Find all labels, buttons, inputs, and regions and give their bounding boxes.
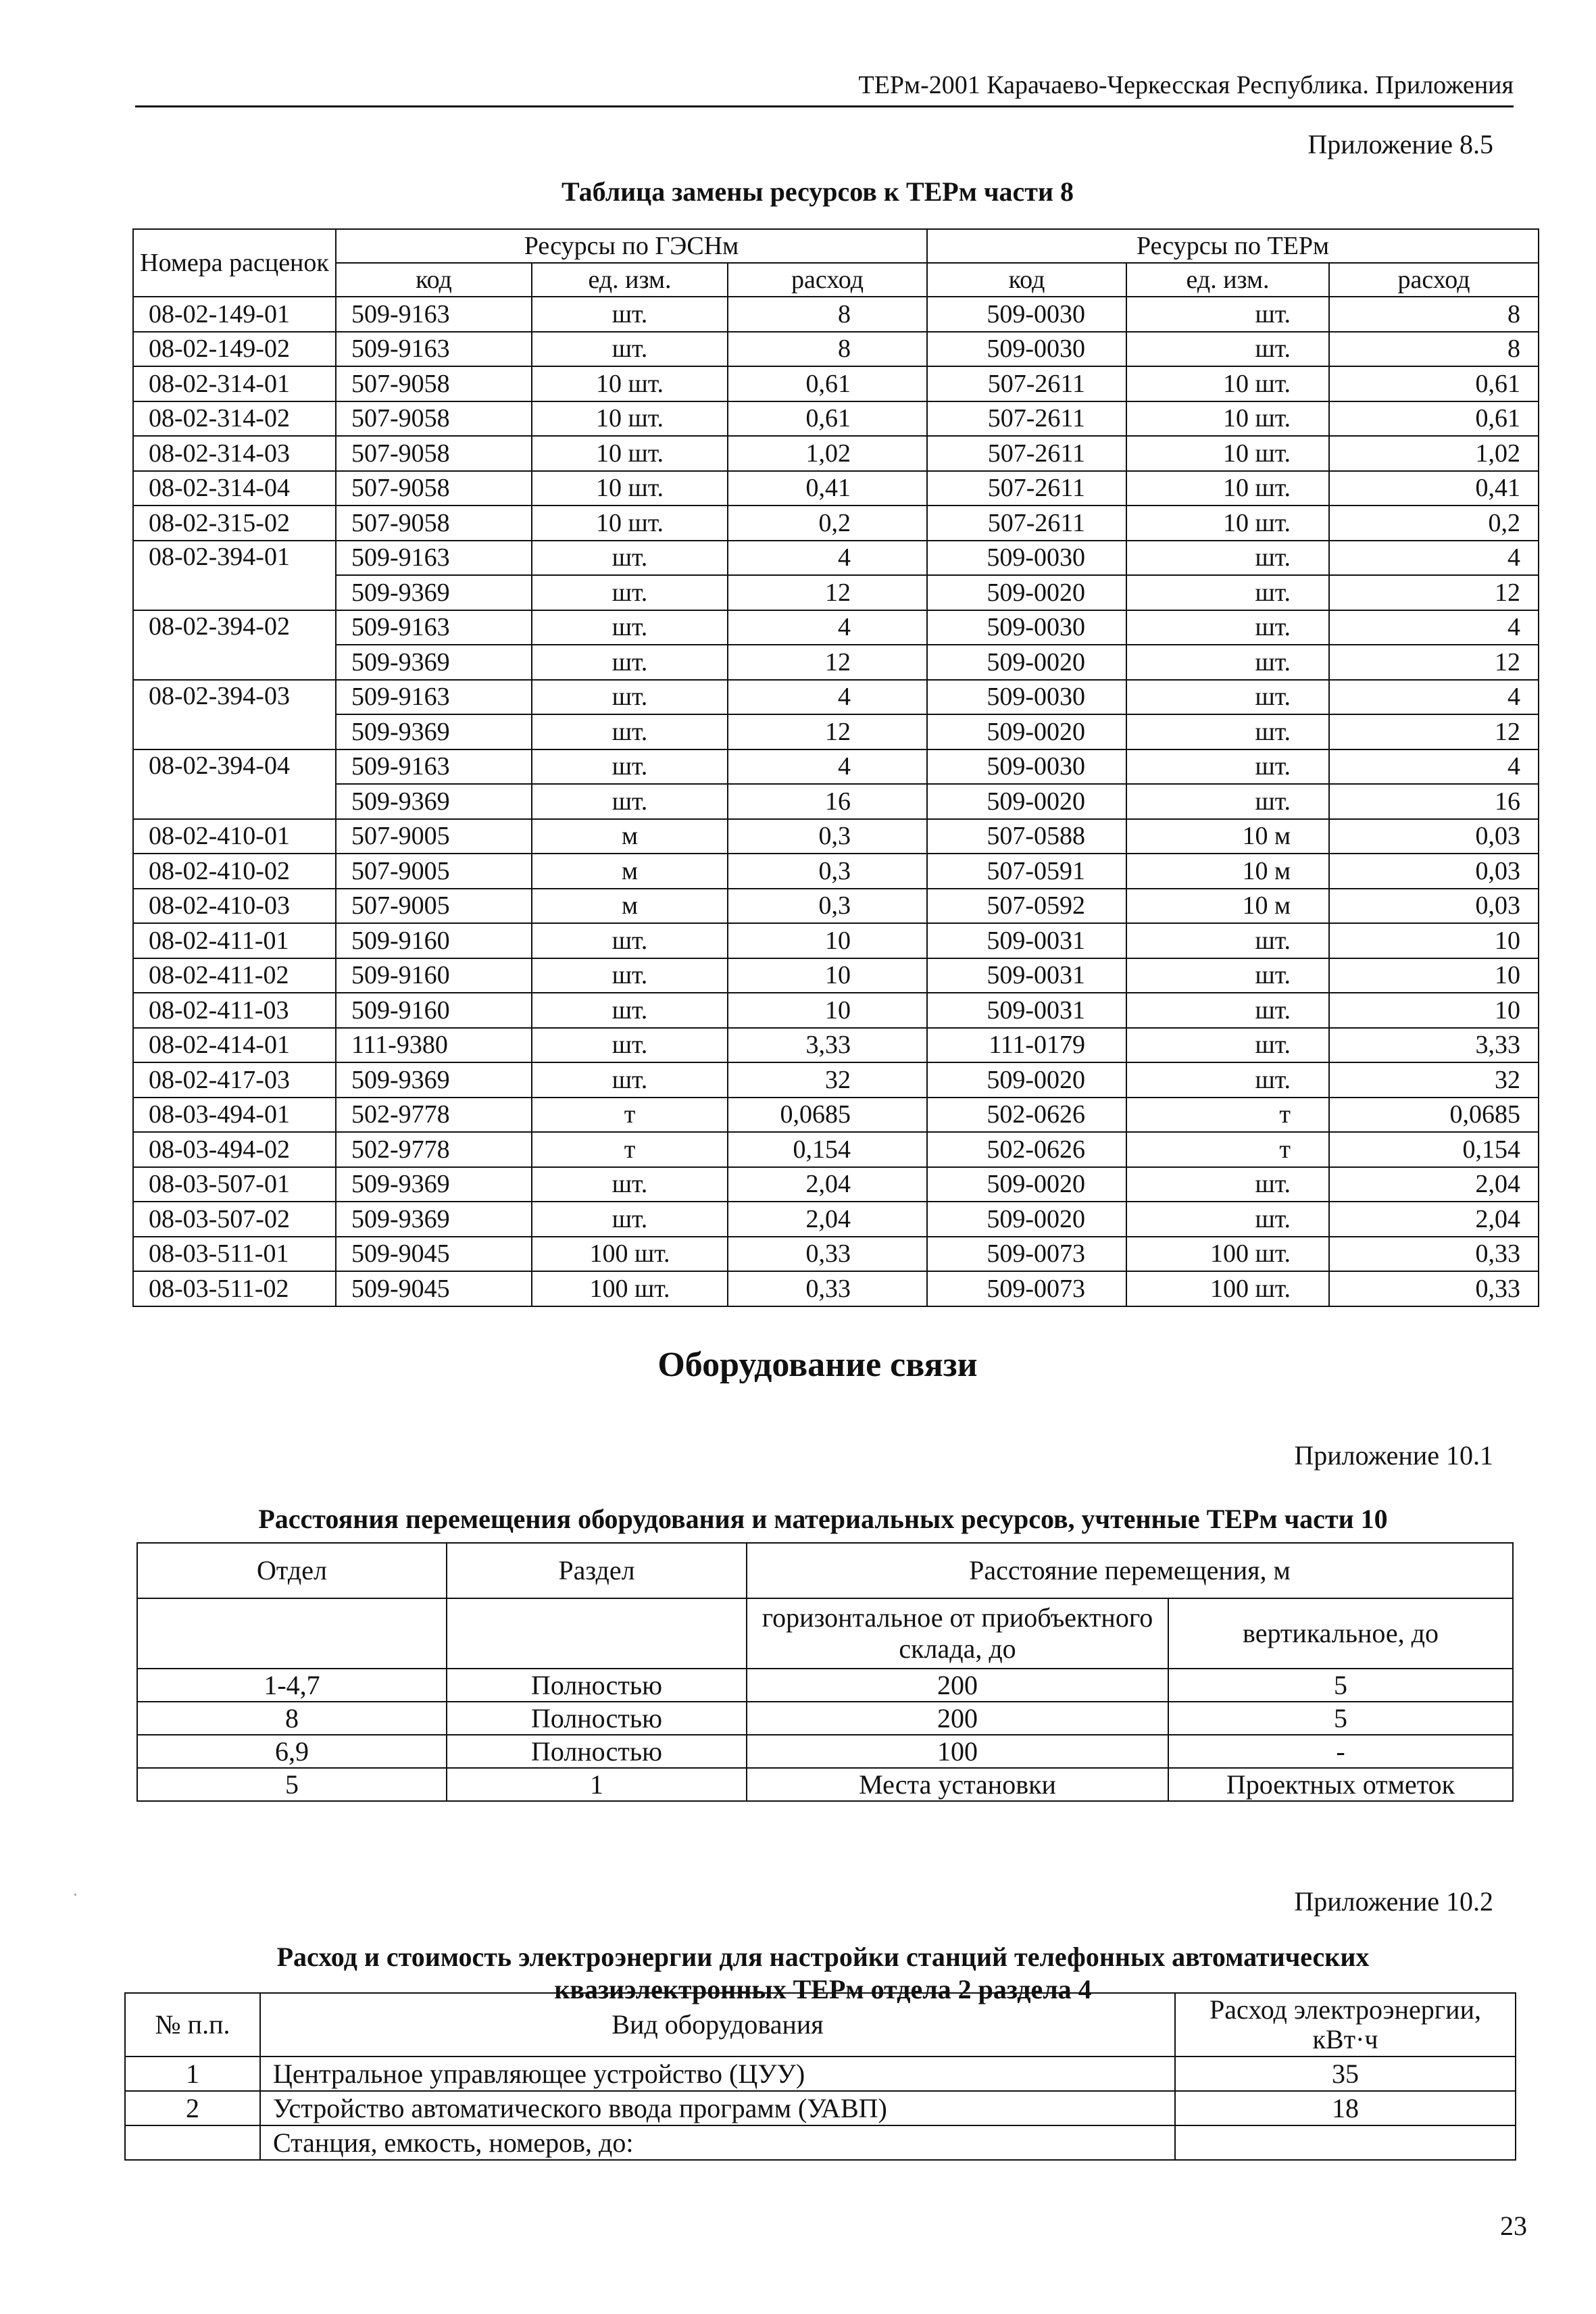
term-unit-cell: шт. [1126,645,1329,680]
term-code-cell: 502-0626 [927,1098,1126,1133]
department-cell: 5 [137,1768,447,1801]
term-code-cell: 507-2611 [927,471,1126,506]
gesnm-consumption-cell: 8 [728,297,927,332]
table-row [133,1271,1539,1306]
header-division: Раздел [447,1543,747,1598]
term-consumption-cell: 4 [1329,680,1539,715]
table-row [133,1132,1539,1167]
table-row [133,1167,1539,1202]
table-row [133,575,1539,610]
term-unit-cell: шт. [1126,332,1329,367]
gesnm-consumption-cell: 4 [728,749,927,785]
term-code-cell: 509-0030 [927,541,1126,576]
gesnm-code-cell: 509-9045 [336,1237,532,1272]
gesnm-unit-cell: 10 шт. [532,366,728,401]
term-unit-cell: шт. [1126,923,1329,958]
gesnm-unit-cell: м [532,819,728,854]
rate-number-cell: 08-03-494-02 [133,1132,336,1167]
term-unit-cell: шт. [1126,297,1329,332]
term-code-cell: 509-0020 [927,714,1126,749]
horizontal-distance-cell: 200 [747,1669,1168,1702]
rate-number-cell: 08-02-149-02 [133,332,336,367]
running-header [135,68,1514,107]
gesnm-consumption-cell: 0,3 [728,819,927,854]
table-row [133,958,1539,993]
term-code-cell: 509-0030 [927,680,1126,715]
term-unit-cell: 10 м [1126,819,1329,854]
division-cell: Полностью [447,1669,747,1702]
term-consumption-cell: 0,2 [1329,506,1539,541]
rate-number-cell: 08-02-410-01 [133,819,336,854]
gesnm-consumption-cell: 4 [728,680,927,715]
term-code-cell: 509-0030 [927,749,1126,785]
gesnm-code-cell: 507-9005 [336,889,532,924]
term-consumption-cell: 10 [1329,993,1539,1028]
term-consumption-cell: 0,03 [1329,854,1539,889]
gesnm-consumption-cell: 10 [728,923,927,958]
term-unit-cell: 100 шт. [1126,1237,1329,1272]
gesnm-unit-cell: шт. [532,645,728,680]
table-row [133,784,1539,819]
gesnm-consumption-cell: 2,04 [728,1167,927,1202]
vertical-distance-cell: 5 [1168,1669,1513,1702]
gesnm-code-cell: 111-9380 [336,1028,532,1063]
division-cell: Полностью [447,1702,747,1735]
term-consumption-cell: 4 [1329,610,1539,645]
term-code-cell: 509-0030 [927,297,1126,332]
header-num: № п.п. [125,1993,260,2057]
table-row [133,923,1539,958]
gesnm-code-cell: 509-9163 [336,749,532,785]
table-row [133,610,1539,645]
gesnm-unit-cell: м [532,889,728,924]
rate-number-cell: 08-03-511-02 [133,1271,336,1306]
term-consumption-cell: 0,33 [1329,1271,1539,1306]
table-row [133,1062,1539,1098]
term-code-cell: 509-0030 [927,332,1126,367]
table-caption-10-2-line1: Расход и стоимость электроэнергии для настройки станций телефонных автоматических [276,1942,1370,1972]
gesnm-code-cell: 507-9058 [336,436,532,471]
running-title: ТЕРм-2001 Карачаево-Черкесская Республика. Приложения [858,71,1514,99]
table-row [133,401,1539,437]
gesnm-consumption-cell: 0,33 [728,1237,927,1272]
header-equipment: Вид оборудования [260,1993,1175,2057]
gesnm-unit-cell: 10 шт. [532,401,728,437]
rate-number-cell: 08-02-314-04 [133,471,336,506]
term-unit-cell: 10 м [1126,889,1329,924]
rate-number-cell: 08-02-394-01 [133,541,336,610]
horizontal-distance-cell: 100 [747,1735,1168,1768]
term-unit-cell: 10 шт. [1126,506,1329,541]
horizontal-distance-cell: Места установки [747,1768,1168,1801]
table-caption-10-1: Расстояния перемещения оборудования и материальных ресурсов, учтенные ТЕРм части 10 [258,1504,1388,1534]
term-code-cell: 507-2611 [927,401,1126,437]
header-consumption: Расход электроэнергии, кВт·ч [1175,1993,1516,2057]
table-row [133,854,1539,889]
term-unit-cell: шт. [1126,1062,1329,1098]
table-caption-8-5: Таблица замены ресурсов к ТЕРм части 8 [562,176,1074,207]
term-unit-cell: шт. [1126,1167,1329,1202]
gesnm-unit-cell: шт. [532,923,728,958]
gesnm-unit-cell: шт. [532,1167,728,1202]
gesnm-code-cell: 507-9005 [336,854,532,889]
appendix-label-10-2: Приложение 10.2 [1294,1886,1493,1917]
vertical-distance-cell: Проектных отметок [1168,1768,1513,1801]
rate-number-cell: 08-02-394-04 [133,749,336,819]
term-unit-cell: шт. [1126,958,1329,993]
gesnm-code-cell: 507-9058 [336,506,532,541]
gesnm-consumption-cell: 2,04 [728,1202,927,1237]
gesnm-code-cell: 509-9163 [336,332,532,367]
term-unit-cell: 10 м [1126,854,1329,889]
gesnm-code-cell: 509-9045 [336,1271,532,1306]
header-term-code: код [927,263,1126,297]
term-code-cell: 507-2611 [927,436,1126,471]
term-code-cell: 507-0591 [927,854,1126,889]
gesnm-code-cell: 502-9778 [336,1098,532,1133]
rate-number-cell: 08-02-149-01 [133,297,336,332]
table-row [133,889,1539,924]
gesnm-unit-cell: шт. [532,1202,728,1237]
term-unit-cell: шт. [1126,993,1329,1028]
term-code-cell: 509-0020 [927,645,1126,680]
table-body [133,297,1539,1306]
table-row [125,2057,1516,2091]
gesnm-unit-cell: т [532,1132,728,1167]
term-consumption-cell: 10 [1329,958,1539,993]
rate-number-cell: 08-02-314-03 [133,436,336,471]
header-department: Отдел [137,1543,447,1598]
table-row [137,1702,1513,1735]
term-code-cell: 509-0031 [927,958,1126,993]
gesnm-unit-cell: 10 шт. [532,506,728,541]
gesnm-code-cell: 507-9058 [336,366,532,401]
header-gesnm-unit: ед. изм. [532,263,728,297]
term-consumption-cell: 16 [1329,784,1539,819]
term-unit-cell: т [1126,1132,1329,1167]
vertical-distance-cell: 5 [1168,1702,1513,1735]
term-consumption-cell: 12 [1329,645,1539,680]
rate-number-cell: 08-03-511-01 [133,1237,336,1272]
electricity-consumption-table [124,1992,1516,2161]
gesnm-consumption-cell: 16 [728,784,927,819]
gesnm-consumption-cell: 32 [728,1062,927,1098]
rate-number-cell: 08-02-394-02 [133,610,336,680]
gesnm-code-cell: 509-9369 [336,1202,532,1237]
table-row [133,297,1539,332]
gesnm-code-cell: 509-9160 [336,993,532,1028]
term-consumption-cell: 2,04 [1329,1202,1539,1237]
equipment-cell: Центральное управляющее устройство (ЦУУ) [260,2057,1175,2091]
term-unit-cell: шт. [1126,610,1329,645]
gesnm-unit-cell: шт. [532,958,728,993]
term-consumption-cell: 3,33 [1329,1028,1539,1063]
gesnm-unit-cell: шт. [532,1028,728,1063]
term-unit-cell: шт. [1126,1202,1329,1237]
term-code-cell: 509-0073 [927,1237,1126,1272]
row-number-cell [125,2125,260,2160]
gesnm-unit-cell: шт. [532,297,728,332]
table-caption-10-2-line2: квазиэлектронных ТЕРм отдела 2 раздела 4 [554,1974,1092,2004]
gesnm-consumption-cell: 0,3 [728,889,927,924]
gesnm-code-cell: 509-9369 [336,784,532,819]
table-row [133,680,1539,715]
term-code-cell: 111-0179 [927,1028,1126,1063]
gesnm-code-cell: 509-9369 [336,1062,532,1098]
term-consumption-cell: 0,61 [1329,401,1539,437]
rate-number-cell: 08-03-494-01 [133,1098,336,1133]
page-number: 23 [1500,2211,1527,2241]
term-consumption-cell: 4 [1329,749,1539,785]
consumption-cell [1175,2125,1516,2160]
rate-number-cell: 08-03-507-01 [133,1167,336,1202]
table-row [133,714,1539,749]
gesnm-code-cell: 507-9058 [336,471,532,506]
term-consumption-cell: 32 [1329,1062,1539,1098]
rate-number-cell: 08-02-411-02 [133,958,336,993]
vertical-distance-cell: - [1168,1735,1513,1768]
term-unit-cell: шт. [1126,749,1329,785]
gesnm-code-cell: 509-9369 [336,645,532,680]
rate-number-cell: 08-02-410-03 [133,889,336,924]
gesnm-unit-cell: шт. [532,784,728,819]
resource-replacement-table [132,228,1539,1307]
gesnm-consumption-cell: 3,33 [728,1028,927,1063]
table-row [133,506,1539,541]
gesnm-consumption-cell: 8 [728,332,927,367]
term-consumption-cell: 2,04 [1329,1167,1539,1202]
gesnm-consumption-cell: 12 [728,575,927,610]
table-row [133,471,1539,506]
gesnm-code-cell: 509-9163 [336,541,532,576]
gesnm-unit-cell: шт. [532,575,728,610]
term-code-cell: 507-0588 [927,819,1126,854]
section-title: Оборудование связи [657,1346,978,1384]
transport-distance-table [136,1542,1514,1802]
term-code-cell: 507-0592 [927,889,1126,924]
gesnm-unit-cell: шт. [532,610,728,645]
gesnm-consumption-cell: 4 [728,610,927,645]
gesnm-consumption-cell: 0,61 [728,366,927,401]
term-code-cell: 507-2611 [927,506,1126,541]
gesnm-consumption-cell: 4 [728,541,927,576]
consumption-cell: 18 [1175,2091,1516,2125]
table-row [133,366,1539,401]
term-unit-cell: шт. [1126,680,1329,715]
rate-number-cell: 08-02-411-01 [133,923,336,958]
consumption-cell: 35 [1175,2057,1516,2091]
equipment-cell: Устройство автоматического ввода программ (УАВП) [260,2091,1175,2125]
term-unit-cell: шт. [1126,541,1329,576]
table-row [137,1735,1513,1768]
gesnm-unit-cell: шт. [532,680,728,715]
term-consumption-cell: 8 [1329,297,1539,332]
table-row [137,1669,1513,1702]
gesnm-unit-cell: 10 шт. [532,436,728,471]
division-cell: 1 [447,1768,747,1801]
term-consumption-cell: 8 [1329,332,1539,367]
header-gesnm-code: код [336,263,532,297]
term-consumption-cell: 0,61 [1329,366,1539,401]
table-row [133,1028,1539,1063]
rate-number-cell: 08-02-394-03 [133,680,336,749]
term-consumption-cell: 0,0685 [1329,1098,1539,1133]
gesnm-code-cell: 507-9058 [336,401,532,437]
term-unit-cell: шт. [1126,575,1329,610]
gesnm-consumption-cell: 12 [728,645,927,680]
rate-number-cell: 08-02-314-01 [133,366,336,401]
table-row [133,1202,1539,1237]
term-code-cell: 507-2611 [927,366,1126,401]
term-code-cell: 509-0020 [927,575,1126,610]
department-cell: 1-4,7 [137,1669,447,1702]
division-cell: Полностью [447,1735,747,1768]
term-unit-cell: 100 шт. [1126,1271,1329,1306]
gesnm-consumption-cell: 1,02 [728,436,927,471]
table-row [133,1098,1539,1133]
term-code-cell: 509-0020 [927,1167,1126,1202]
table-row [133,993,1539,1028]
gesnm-consumption-cell: 10 [728,958,927,993]
gesnm-code-cell: 509-9369 [336,575,532,610]
gesnm-unit-cell: т [532,1098,728,1133]
term-consumption-cell: 1,02 [1329,436,1539,471]
gesnm-unit-cell: шт. [532,1062,728,1098]
gesnm-code-cell: 509-9163 [336,680,532,715]
gesnm-consumption-cell: 0,0685 [728,1098,927,1133]
header-gesnm-consumption: расход [728,263,927,297]
term-code-cell: 509-0020 [927,1202,1126,1237]
term-unit-cell: 10 шт. [1126,471,1329,506]
gesnm-code-cell: 507-9005 [336,819,532,854]
term-consumption-cell: 0,03 [1329,889,1539,924]
gesnm-consumption-cell: 10 [728,993,927,1028]
gesnm-unit-cell: м [532,854,728,889]
rate-number-cell: 08-02-414-01 [133,1028,336,1063]
term-code-cell: 509-0031 [927,923,1126,958]
term-unit-cell: 10 шт. [1126,366,1329,401]
gesnm-unit-cell: шт. [532,993,728,1028]
gesnm-code-cell: 509-9160 [336,923,532,958]
term-unit-cell: 10 шт. [1126,401,1329,437]
gesnm-consumption-cell: 12 [728,714,927,749]
gesnm-unit-cell: 10 шт. [532,471,728,506]
gesnm-unit-cell: 100 шт. [532,1237,728,1272]
term-consumption-cell: 0,154 [1329,1132,1539,1167]
header-term-unit: ед. изм. [1126,263,1329,297]
appendix-label-8-5: Приложение 8.5 [1307,129,1493,159]
header-distance: Расстояние перемещения, м [747,1543,1513,1598]
gesnm-consumption-cell: 0,33 [728,1271,927,1306]
gesnm-consumption-cell: 0,61 [728,401,927,437]
header-numbers: Номера расценок [133,229,336,297]
table-row [133,332,1539,367]
gesnm-unit-cell: шт. [532,332,728,367]
rate-number-cell: 08-02-314-02 [133,401,336,437]
term-consumption-cell: 10 [1329,923,1539,958]
term-consumption-cell: 12 [1329,714,1539,749]
rate-number-cell: 08-02-411-03 [133,993,336,1028]
term-consumption-cell: 0,03 [1329,819,1539,854]
header-term-consumption: расход [1329,263,1539,297]
gesnm-unit-cell: шт. [532,749,728,785]
term-code-cell: 509-0073 [927,1271,1126,1306]
gesnm-code-cell: 502-9778 [336,1132,532,1167]
table-row [133,749,1539,785]
table-body [137,1669,1513,1801]
appendix-label-10-1: Приложение 10.1 [1294,1440,1493,1471]
table-row [137,1768,1513,1801]
row-number-cell: 2 [125,2091,260,2125]
term-unit-cell: шт. [1126,1028,1329,1063]
table-row [133,819,1539,854]
gesnm-code-cell: 509-9163 [336,610,532,645]
table-row [133,541,1539,576]
table-body [125,2057,1516,2160]
scan-speck [74,1894,76,1896]
header-vertical: вертикальное, до [1168,1598,1513,1669]
gesnm-unit-cell: шт. [532,541,728,576]
header-blank-2 [447,1598,747,1669]
header-blank-1 [137,1598,447,1669]
gesnm-code-cell: 509-9163 [336,297,532,332]
table-row [133,436,1539,471]
term-consumption-cell: 0,41 [1329,471,1539,506]
term-unit-cell: шт. [1126,714,1329,749]
term-code-cell: 502-0626 [927,1132,1126,1167]
gesnm-consumption-cell: 0,154 [728,1132,927,1167]
gesnm-consumption-cell: 0,2 [728,506,927,541]
equipment-cell: Станция, емкость, номеров, до: [260,2125,1175,2160]
table-row [133,645,1539,680]
horizontal-distance-cell: 200 [747,1702,1168,1735]
gesnm-code-cell: 509-9369 [336,714,532,749]
term-consumption-cell: 4 [1329,541,1539,576]
term-code-cell: 509-0020 [927,784,1126,819]
rate-number-cell: 08-02-315-02 [133,506,336,541]
table-row [133,1237,1539,1272]
term-consumption-cell: 0,33 [1329,1237,1539,1272]
term-unit-cell: т [1126,1098,1329,1133]
rate-number-cell: 08-02-410-02 [133,854,336,889]
header-group-term: Ресурсы по ТЕРм [927,229,1539,263]
table-row [125,2125,1516,2160]
term-unit-cell: 10 шт. [1126,436,1329,471]
department-cell: 6,9 [137,1735,447,1768]
term-unit-cell: шт. [1126,784,1329,819]
term-code-cell: 509-0031 [927,993,1126,1028]
gesnm-consumption-cell: 0,3 [728,854,927,889]
term-code-cell: 509-0030 [927,610,1126,645]
rate-number-cell: 08-03-507-02 [133,1202,336,1237]
rate-number-cell: 08-02-417-03 [133,1062,336,1098]
header-horizontal: горизонтальное от приобъектного склада, до [747,1598,1168,1669]
gesnm-code-cell: 509-9160 [336,958,532,993]
gesnm-consumption-cell: 0,41 [728,471,927,506]
department-cell: 8 [137,1702,447,1735]
row-number-cell: 1 [125,2057,260,2091]
table-row [125,2091,1516,2125]
gesnm-unit-cell: шт. [532,714,728,749]
gesnm-code-cell: 509-9369 [336,1167,532,1202]
term-code-cell: 509-0020 [927,1062,1126,1098]
term-consumption-cell: 12 [1329,575,1539,610]
header-group-gesnm: Ресурсы по ГЭСНм [336,229,927,263]
gesnm-unit-cell: 100 шт. [532,1271,728,1306]
